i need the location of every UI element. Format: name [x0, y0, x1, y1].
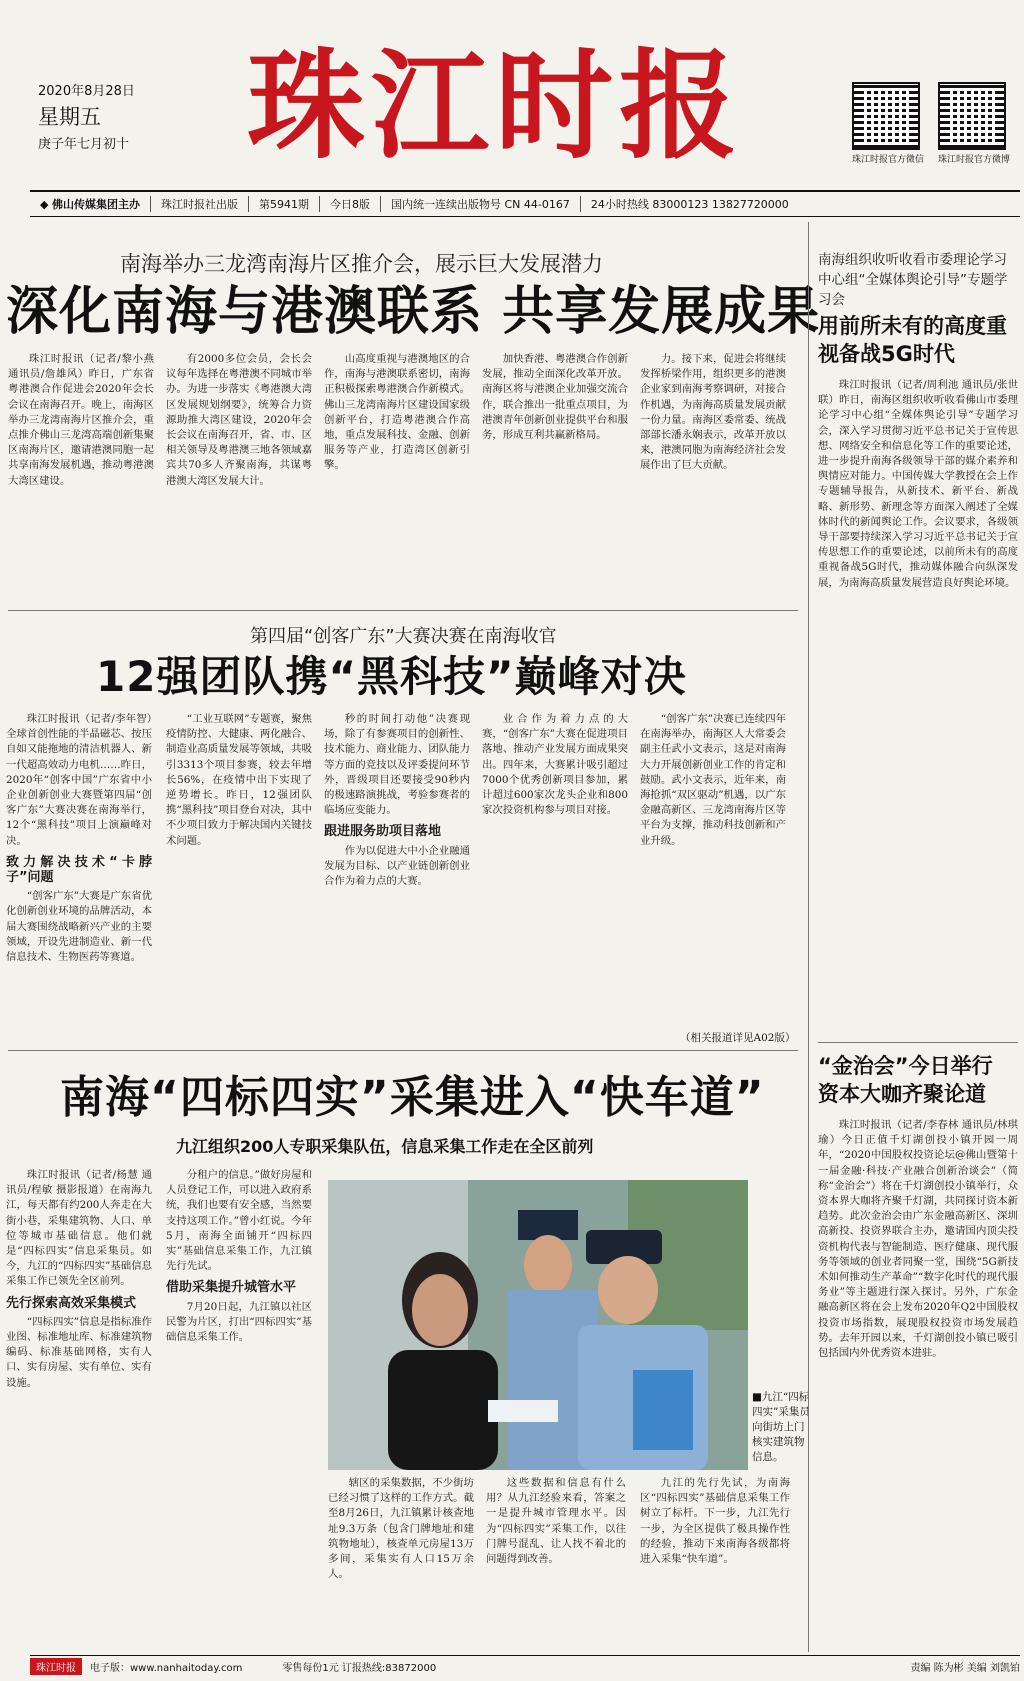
photo-caption: ■九江“四标四实”采集员向街坊上门核实建筑物信息。 — [752, 1391, 810, 1463]
related-note: （相关报道详见A02版） — [680, 1032, 796, 1044]
lead-headline: 深化南海与港澳联系 共享发展成果 — [6, 282, 821, 342]
hotline: 24小时热线 83000123 13827720000 — [580, 196, 799, 212]
photo-illustration — [328, 1180, 748, 1470]
third-col-5: 九江的先行先试，为南海区“四标四实”基础信息采集工作树立了标杆。下一步，九江先行一步，为全区提供了极具操作性的经验，推动下来南海各级都将进入采集“快车道”。 — [640, 1477, 790, 1566]
divider — [8, 610, 798, 611]
qr-wechat[interactable] — [852, 82, 924, 165]
third-col-3: 辖区的采集数据，不少街坊已经习惯了这样的工作方式。截至8月26日，九江镇累计核查地址9.3万条（包含门牌地址和建筑物地址），核查单元房屋13万多间，采集实有人口15万余人。 — [328, 1477, 474, 1581]
second-col-1: 珠江时报讯（记者/李年智）全球首创性能的半晶磁芯、按压自如又能拖地的清洁机器人、新一代超高效动力电机……昨日，2020年“创客中国”广东省中小企业创新创业大赛暨第四届“创客广东”大赛决赛在南海举行，12个“黑科技”项目上演巅峰对决。 致力解决技术“卡脖子”问题 “创客广东”大赛是广东省优化创新创业环境的品牌活动，本届大赛围绕战略新兴产业的主要领域，开设先进制造业、新一代信息技术、生物医药等赛道。 — [6, 713, 152, 964]
third-col-4: 这些数据和信息有什么用？从九江经验来看，答案之一是提升城市管理水平。因为“四标四实”采集工作，以往门牌号混乱、让人找不着北的问题得到改善。 — [486, 1477, 626, 1566]
side2-headline: “金治会”今日举行 资本大咖齐聚论道 — [818, 1054, 993, 1106]
side2-text: 珠江时报讯（记者/李春林 通讯员/林琪瑜）今日正值千灯湖创投小镇开园一周年，“2020中国股权投资论坛@佛山暨第十一届金融·科技·产业融合创新治谈会”（简称“金治会”）将在千灯湖创投小镇举行，众资本界大咖将齐聚千灯湖，共同探讨资本新趋势。此次金治会由广东金融高新区、深圳高新投、投资界联合主办，邀请国内顶尖投资机构代表与智能制造、医疗健康、现代服务等领域的创业者同聚一堂，围绕“5G新技术如何推动生产革命”“数字化时代的现代服务业”等主题进行深入探讨。另外，广东金融高新区将在会上发布2020年Q2中国股权投资市场指数，展现股权投资市场发展趋势。去年开园以来，千灯湖创投小镇已吸引包括国内外优秀资本进驻。 — [818, 1119, 1018, 1360]
footer-price: 零售每份1元 订报热线:83872000 — [282, 1662, 437, 1674]
side1-kicker: 南海组织收听收看市委理论学习中心组“全媒体舆论引导”专题学习会 — [818, 252, 1008, 308]
publication-info-bar — [30, 190, 1020, 217]
third-subhead: 九江组织200人专职采集队伍，信息采集工作走在全区前列 — [176, 1137, 594, 1156]
second-headline: 12强团队携“黑科技”巅峰对决 — [96, 652, 687, 701]
newspaper-masthead: 珠江时报 — [246, 36, 743, 175]
issue-number: 第5941期 — [248, 196, 319, 212]
page-footer — [30, 1655, 1020, 1676]
lead-col-4: 加快香港、粤港澳合作创新发展，推动全面深化改革开放。南海区将与港澳企业加强交流合作，联合推出一批重点项目，为港澳青年创新创业提供平台和服务，形成互利共赢新格局。 — [482, 353, 628, 442]
divider — [818, 1042, 1018, 1043]
lead-kicker: 南海举办三龙湾南海片区推介会，展示巨大发展潜力 — [120, 252, 603, 276]
lead-col-3: 山高度重视与港澳地区的合作，南海与港澳联系密切，南海正积极探索粤港澳合作新模式。佛山三龙湾南海片区建设国家级创新平台，打造粤港澳合作高地，重点发展科技、金融、创新服务等产业，打造湾区创新引擎。 — [324, 353, 470, 472]
publisher-group: ◆ 佛山传媒集团主办 — [40, 198, 140, 211]
news-photo — [328, 1180, 748, 1470]
qr-caption: 珠江时报官方微博 — [938, 155, 1011, 165]
lunar-date: 庚子年七月初十 — [38, 137, 130, 152]
second-col-2: “工业互联网”专题赛，聚焦疫情防控、大健康、两化融合、制造业高质量发展等领域，共吸引3313个项目参赛，较去年增长56%，在疫情中出下实现了逆势增长。昨日，12强团队携“黑科技”项目登台对决，其中不少项目致力于解决国内关键技术问题。 — [166, 713, 312, 847]
second-col-3: 秒的时间打动他”决赛现场，除了有参赛项目的创新性、技术能力、商业能力、团队能力等方面的竞技以及评委提问环节外，晋级项目还要接受90秒内的极速路演挑战，考验参赛者的临场应变能力。 跟进服务助项目落地 作为以促进大中小企业融通发展为目标、以产业链创新创业合作为着力点的大赛。 — [324, 713, 470, 888]
qr-code-icon — [938, 82, 1006, 150]
page-count: 今日8版 — [319, 196, 380, 212]
third-col-2: 分租户的信息。”做好房屋和人员登记工作，可以进入政府系统，我们也要有安全感，当然要支持这项工作。”曾小红说。今年5月，南海全面铺开“四标四实”基础信息采集工作，九江镇先行先试。 借助采集提升城管水平 7月20日起，九江镇以社区民警为片区，打出“四标四实”基础信息采集工作。 — [166, 1169, 312, 1344]
side1-text: 珠江时报讯（记者/周利池 通讯员/张世联）昨日，南海区组织收听收看佛山市委理论学习中心组“全媒体舆论引导”专题学习会，深入学习贯彻习近平总书记关于宣传思想、网络安全和信息化等工作的重要论述，进一步提升南海各级领导干部的媒介素养和舆情应对能力。中国传媒大学教授在会上作专题辅导报告，从新技术、新平台、新战略、新形势、新理念等方面深入阐述了全媒体时代的新闻舆论工作。会议要求，各级领导干部要持续深入学习习近平总书记关于宣传思想工作的重要论述，以前所未有的高度重视备战5G时代，推动媒体融合向纵深发展，为南海高质量发展营造良好舆论环境。 — [818, 379, 1018, 589]
third-headline: 南海“四标四实”采集进入“快车道” — [60, 1072, 765, 1123]
issue-weekday: 星期五 — [38, 105, 101, 129]
second-kicker: 第四届“创客广东”大赛决赛在南海收官 — [250, 626, 557, 647]
second-subhead-1: 致力解决技术“卡脖子”问题 — [6, 854, 152, 886]
divider — [8, 1050, 798, 1051]
third-subhead-2: 借助采集提升城管水平 — [166, 1280, 297, 1296]
issue-date: 2020年8月28日 — [38, 84, 135, 99]
second-subhead-2: 跟进服务助项目落地 — [324, 824, 442, 840]
lead-col-5: 力。接下来，促进会将继续发挥桥梁作用，组织更多的港澳企业家到南海考察调研，对接合作机遇，为南海高质量发展贡献一份力量。南海区委常委、统战部部长潘永娴表示，改革开放以来，港澳同胞为南海经济社会发展作出了巨大贡献。 — [640, 353, 786, 472]
second-col-4: 业合作为着力点的大赛，“创客广东”大赛在促进项目落地、推动产业发展方面成果突出。四年来，大赛累计吸引超过7000个优秀创新项目参加，累计超过600家次龙头企业和800家次投资机构参与项目对接。 — [482, 713, 628, 817]
side1-headline: 用前所未有的高度重视备战5G时代 — [818, 314, 1007, 366]
lead-col-1: 珠江时报讯（记者/黎小燕 通讯员/詹雄风）昨日，广东省粤港澳合作促进会2020年会长会议在南海召开。晚上，南海区举办三龙湾南海片区推介会，重点推介佛山三龙湾高端创新集聚区南海片区，邀请港澳同胞一起共享南海发展机遇，推动粤港澳大湾区建设。 — [8, 353, 154, 487]
footer-paper-name: 珠江时报 — [30, 1658, 82, 1675]
publisher: 珠江时报社出版 — [150, 196, 248, 212]
footer-site[interactable]: 电子版：www.nanhaitoday.com — [90, 1662, 243, 1674]
qr-caption: 珠江时报官方微信 — [852, 155, 925, 165]
qr-code-icon — [852, 82, 920, 150]
second-col-5: “创客广东”决赛已连续四年在南海举办，南海区人大常委会副主任武小文表示，这是对南海大力开展创新创业工作的肯定和鼓励。武小文表示，近年来，南海抢抓“双区驱动”机遇，以广东金融高新区、三龙湾南海片区等平台为支撑，推动科技创新和产业升级。 — [640, 713, 786, 847]
third-subhead-1: 先行探索高效采集模式 — [6, 1295, 137, 1311]
lead-col-2: 有2000多位会员，会长会议每年选择在粤港澳不同城市举办。为进一步落实《粤港澳大湾区发展规划纲要》，统筹合力资源助推大湾区建设，2020年会长会议在南海召开，省、市、区相关领导及粤港澳三地各领域嘉宾共70多人齐聚南海，共谋粤港澳大湾区发展大计。 — [166, 353, 312, 487]
third-col-1: 珠江时报讯（记者/杨慧 通讯员/程敏 摄影报道）在南海九江，每天都有约200人奔走在大街小巷，采集建筑物、人口、单位等城市基础信息。他们就是“四标四实”信息采集员。如今，九江的“四标四实”基础信息采集工作已领先全区前列。 先行探索高效采集模式 “四标四实”信息是指标准作业图、标准地址库、标准建筑物编码、标准基础网格，实有人口、实有房屋、实有单位、实有设施。 — [6, 1169, 152, 1389]
qr-weibo[interactable] — [938, 82, 1010, 165]
footer-staff: 责编 陈为彬 美编 刘凯铂 — [910, 1662, 1020, 1674]
date-box — [38, 80, 208, 152]
sidebar-divider — [808, 222, 809, 1652]
cn-number: 国内统一连续出版物号 CN 44-0167 — [380, 196, 580, 212]
